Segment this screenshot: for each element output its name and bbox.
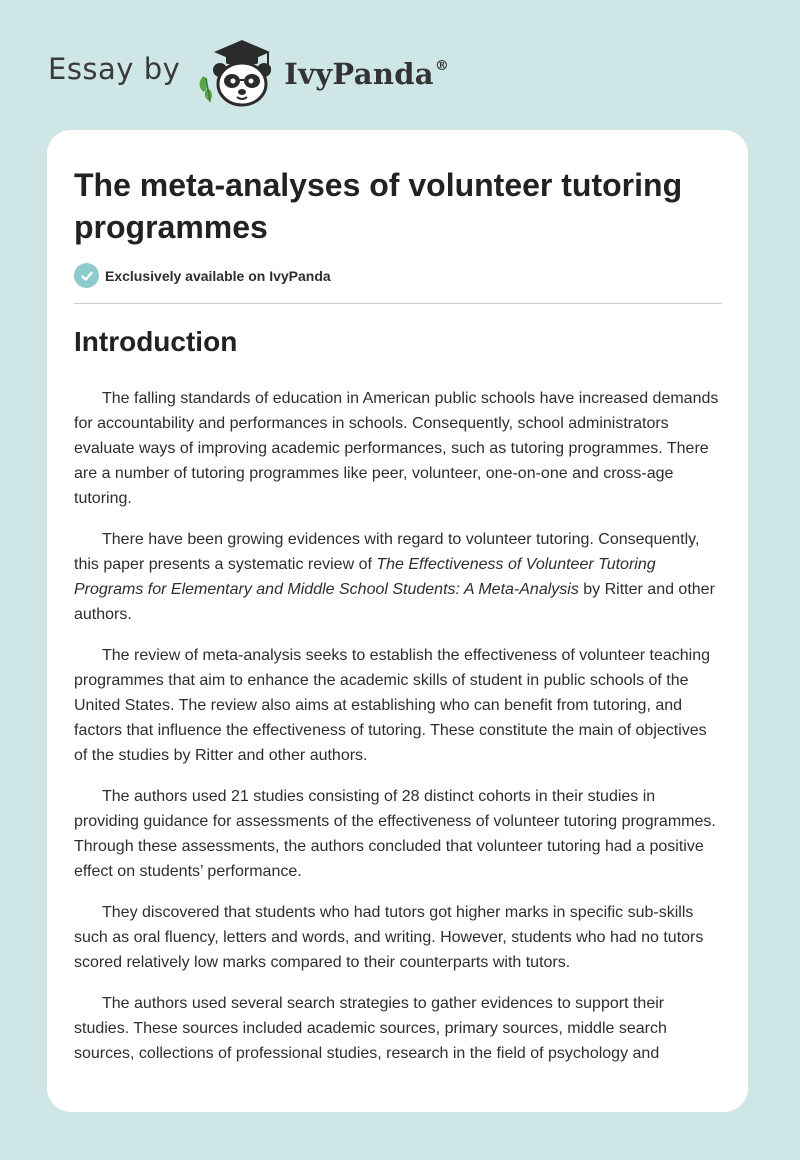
cited-title: The Effectiveness of Volunteer Tutoring Programs for Elementary and Middle School Students: A Meta-Analysis [74,556,656,598]
paragraph: The authors used 21 studies consisting of 28 distinct cohorts in their studies in providing guidance for assessments of the effectiveness of volunteer tutoring programmes. Through these assessments, the authors concluded that volunteer tutoring had a positive effect on students’ performance. [74,788,716,880]
paragraph: The review of meta-analysis seeks to establish the effectiveness of volunteer teaching programmes that aim to enhance the academic skills of student in public schools of the United States. The review also aims at establishing who can benefit from tutoring, and factors that influence the effectiveness of tutoring. These constitute the main of objectives of the studies by Ritter and other authors. [74,647,711,764]
exclusive-badge [74,263,331,288]
paragraph: The falling standards of education in American public schools have increased demands for accountability and performances in schools. Consequently, school administrators evaluate ways of improving academic performances, such as tutoring programmes. There are a number of tutoring programmes like peer, volunteer, one-on-one and cross-age tutoring. [74,390,719,507]
paragraph: The authors used several search strategies to gather evidences to support their studies. These sources included academic sources, primary sources, middle search sources, collections of professional studies, research in the field of psychology and [74,995,667,1062]
essay-body [74,386,722,1082]
brand-name[interactable]: IvyPanda® [284,57,450,91]
essay-card [47,130,748,1112]
registered-mark: ® [434,58,450,74]
essay-title: The meta-analyses of volunteer tutoring programmes [74,167,683,245]
essay-by-label: Essay by [48,52,181,86]
check-icon [74,263,99,288]
paragraph: There have been growing evidences with regard to volunteer tutoring. Consequently, this paper presents a systematic review of The Effectiveness of Volunteer Tutoring Programs for Elementary and Middle School Students: A Meta-Analysis by Ritter and other authors. [74,531,715,623]
ivypanda-logo-icon[interactable] [194,36,276,108]
section-heading: Introduction [74,326,238,357]
exclusive-label: Exclusively available on IvyPanda [105,267,331,284]
divider [74,303,722,304]
paragraph: They discovered that students who had tutors got higher marks in specific sub-skills such as oral fluency, letters and words, and writing. However, students who had no tutors scored relatively low marks compared to their counterparts with tutors. [74,904,704,971]
site-header [48,36,449,108]
